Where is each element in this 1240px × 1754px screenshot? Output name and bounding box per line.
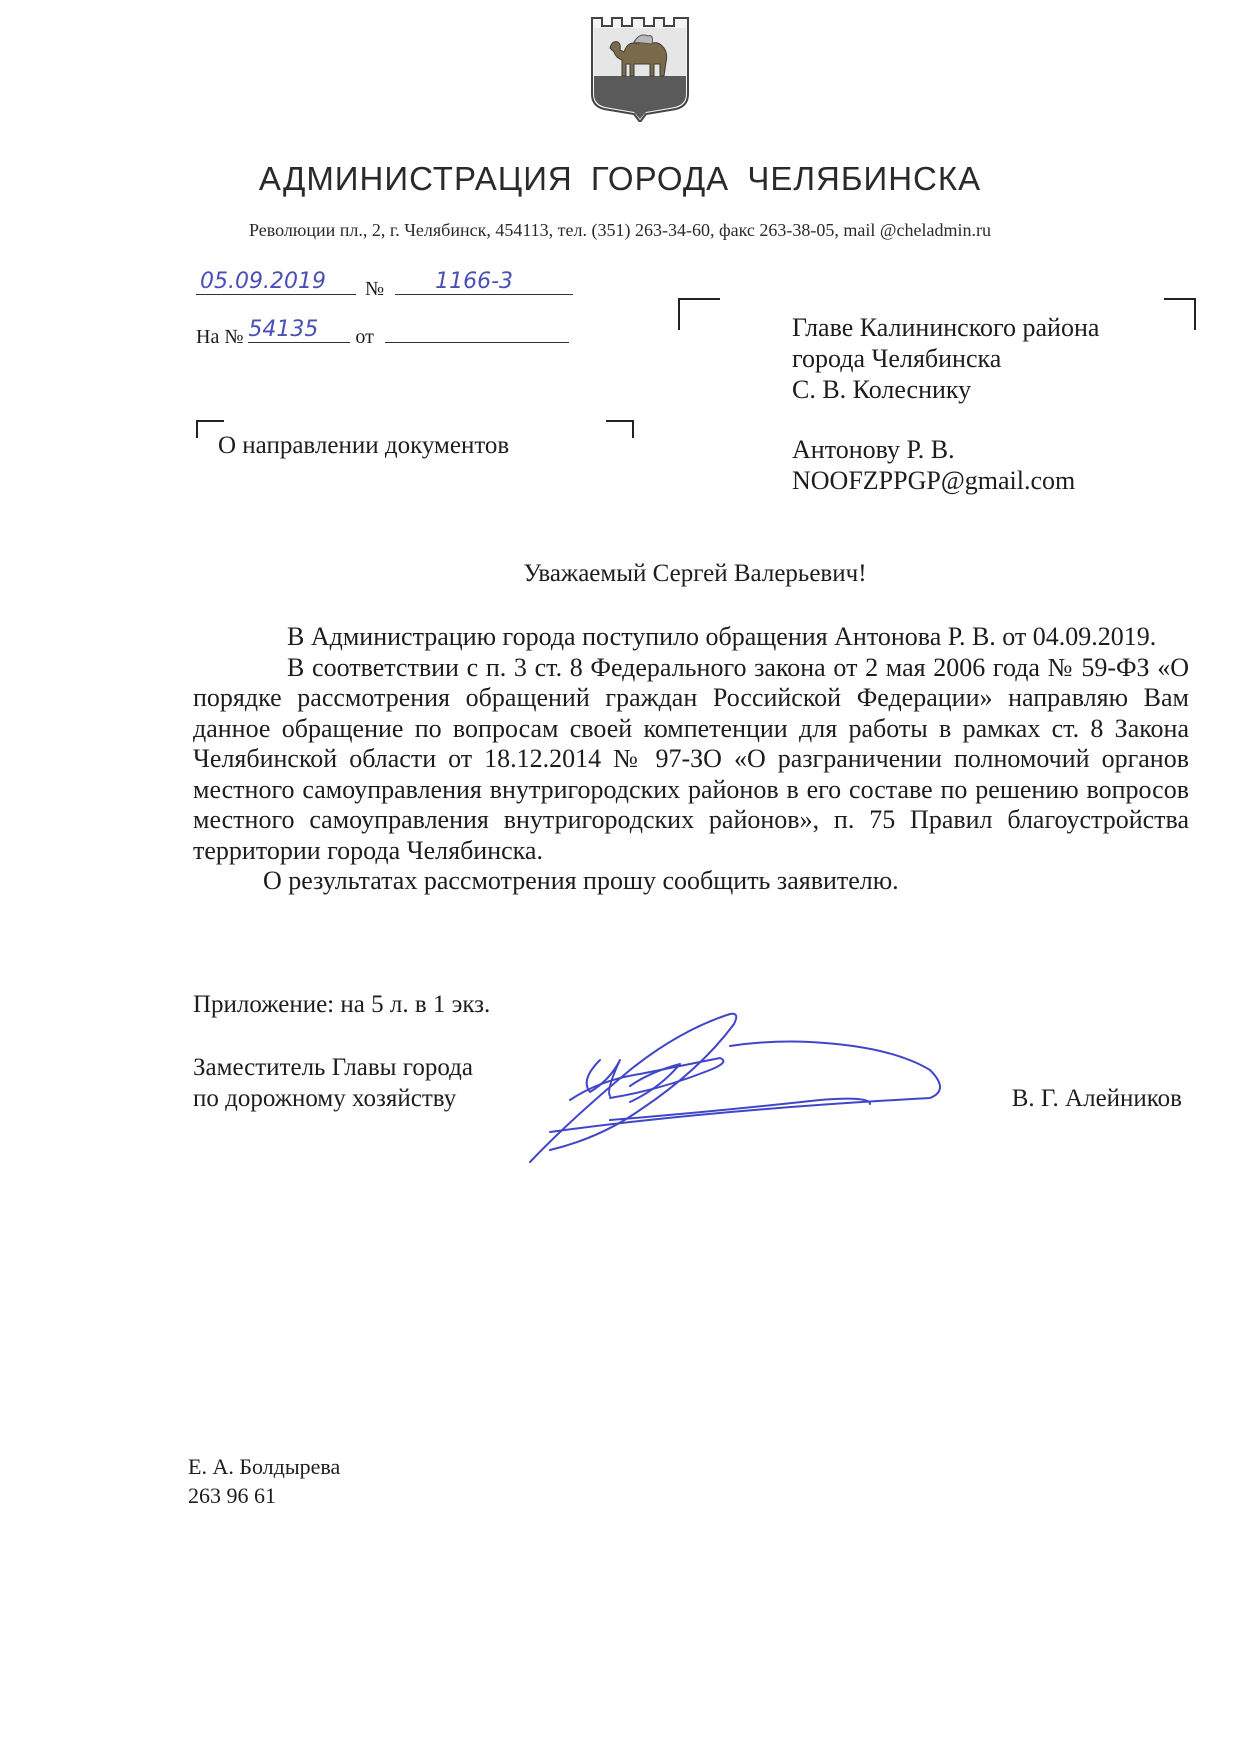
signer-title-line-1: Заместитель Главы города — [193, 1054, 473, 1081]
executor-name: Е. А. Болдырева — [188, 1454, 341, 1479]
reference-from-label: от — [355, 326, 374, 348]
reference-number-field — [248, 318, 350, 343]
document-subject: О направлении документов — [218, 432, 510, 459]
addressee-email: NOOFZPPGP@gmail.com — [792, 466, 1076, 495]
organization-title: АДМИНИСТРАЦИЯ ГОРОДА ЧЕЛЯБИНСКА — [258, 160, 982, 197]
registration-number-handwritten: 1166-3 — [435, 269, 514, 294]
addressee-bracket-left — [678, 298, 720, 330]
subject-bracket-right — [606, 420, 634, 438]
registration-date-field — [196, 270, 356, 295]
executor-phone: 263 96 61 — [188, 1483, 276, 1508]
organization-address: Революции пл., 2, г. Челябинск, 454113, тел. (351) 263-34-60, факс 263-38-05, mail @cheladmin.ru — [249, 220, 991, 240]
registration-date-handwritten: 05.09.2019 — [200, 269, 326, 294]
reference-date-field — [385, 318, 569, 343]
number-sign: № — [365, 278, 385, 300]
addressee-line-3: С. В. Колеснику — [792, 375, 972, 404]
addressee-line-1: Главе Калининского района — [792, 313, 1100, 342]
handwritten-signature — [510, 1000, 950, 1180]
body-paragraph-1: В Администрацию города поступило обращения Антонова Р. В. от 04.09.2019. — [287, 622, 1157, 651]
letter-body — [193, 622, 1189, 897]
salutation: Уважаемый Сергей Валерьевич! — [523, 560, 867, 587]
body-paragraph-3: О результатах рассмотрения прошу сообщить заявителю. — [263, 866, 899, 895]
coat-of-arms-emblem — [588, 14, 692, 122]
signer-title-line-2: по дорожному хозяйству — [193, 1085, 457, 1112]
reference-row — [196, 318, 569, 349]
reference-number-handwritten: 54135 — [248, 317, 319, 342]
body-paragraph-2: В соответствии с п. 3 ст. 8 Федерального закона от 2 мая 2006 года № 59-ФЗ «О порядке рассмотрения обращений граждан Российской Федерации» направляю Вам данное обращение по вопросам своей компетенции для работы в рамках ст. 8 Закона Челябинской области от 18.12.2014 № 97-ЗО «О разграничении полномочий органов местного самоуправления внутригородских районов в его составе по решению вопросов местного самоуправления внутригородских районов», п. 75 Правил благоустройства территории города Челябинска. — [193, 652, 1189, 865]
addressee-line-2: города Челябинска — [792, 344, 1002, 373]
attachment-note: Приложение: на 5 л. в 1 экз. — [193, 991, 491, 1018]
addressee-line-4: Антонову Р. В. — [792, 435, 955, 464]
reference-label: На № — [196, 326, 244, 348]
registration-row — [196, 270, 573, 301]
registration-number-field — [395, 270, 573, 295]
addressee-bracket-right — [1164, 298, 1196, 330]
signer-name: В. Г. Алейников — [1011, 1085, 1182, 1112]
